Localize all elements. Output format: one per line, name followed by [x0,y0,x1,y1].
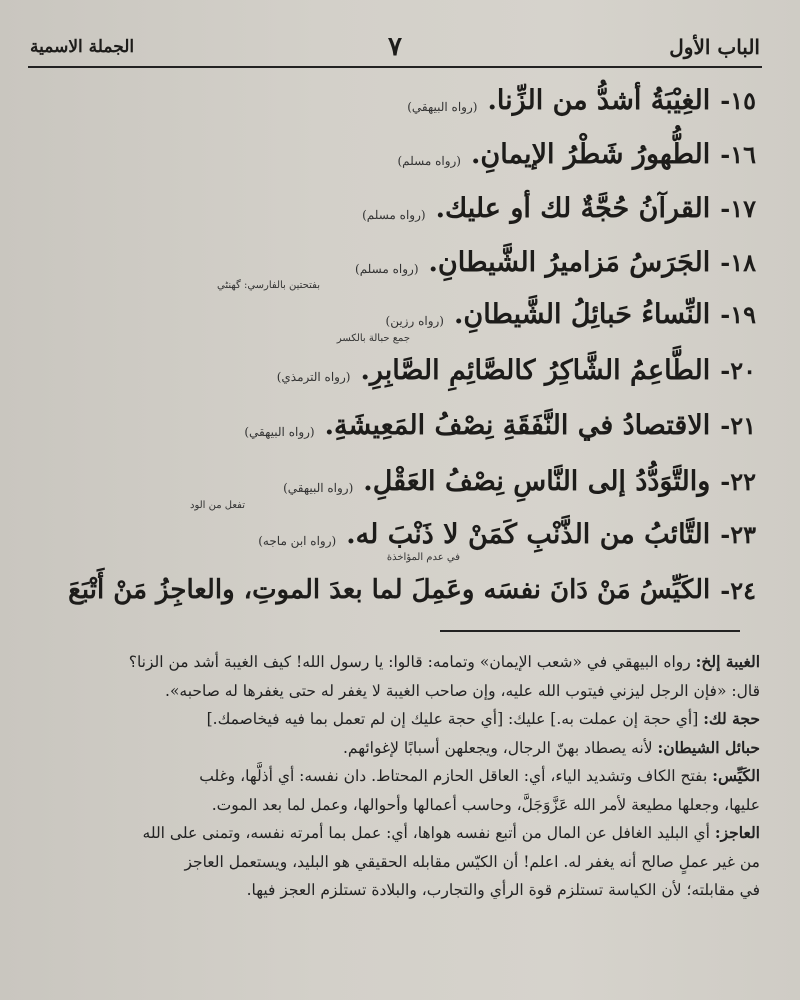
running-header [30,30,760,64]
hadith-number: ٢٠- [720,355,756,385]
footnote-term: حجة لك: [703,709,760,728]
footnote-rule [440,630,740,632]
hadith-line [30,459,756,503]
hadith-source: (رواه ابن ماجه) [258,534,337,548]
footnotes [28,648,760,905]
hadith-line [30,568,756,612]
hadith-text: النِّساءُ حَبائِلُ الشَّيطانِ. [453,298,711,330]
footnote-body: من غير عملٍ صالح أنه يغفر له. اعلم! أن الكيّس مقابله الحقيقي هو البليد، ويستعمل العاجز [184,852,760,871]
footnote-body: [أي حجة إن عملت به.] عليك: [أي حجة عليك إن لم تعمل بما فيه فيخاصمك.] [206,710,704,728]
hadith-text: القرآنُ حُجَّةٌ لك أو عليك. [435,192,711,224]
footnote-term: حبائل الشيطان: [657,737,760,757]
footnote-body: أي البليد الغافل عن المال من أتبع نفسه هواها، أي: عمل بما أمرته نفسه، وتمنى على الله [142,824,715,842]
footnote-body: رواه البيهقي في «شعب الإيمان» وتمامه: قالوا: يا رسول الله! كيف الغيبة أشد من الزنا؟ [128,653,696,671]
hadith-text: الطَّاعِمُ الشَّاكِرُ كالصَّائِمِ الصَّابِرِ. [360,354,711,386]
hadith-number: ١٩- [720,299,756,329]
gloss-note: تفعل من الود [189,500,245,511]
gloss-note: في عدم المؤاخذة [386,552,460,563]
footnote-term: العاجز: [714,823,760,842]
hadith-line [30,348,756,392]
footnote-line [28,876,760,905]
hadith-source: (رواه البيهقي) [283,481,354,495]
hadith-line [30,512,756,556]
footnote-body: لأنه يصطاد بهنّ الرجال، ويجعلهن أسبابًا لإغوائهم. [342,738,658,757]
footnote-body: بفتح الكاف وتشديد الياء، أي: العاقل الحازم المحتاط. دان نفسه: أي أذلَّها، وغلب [199,767,713,785]
hadith-source: (رواه مسلم) [362,208,426,222]
footnote-body: في مقابلته؛ لأن الكياسة تستلزم قوة الرأي والتجارب، والبلادة تستلزم العجز فيها. [246,881,760,899]
hadith-text: الجَرَسُ مَزاميرُ الشَّيطانِ. [428,246,711,278]
hadith-text: الغِيْبَةُ أشدُّ من الزِّنا. [487,84,711,116]
hadith-line [30,132,756,176]
hadith-text: الاقتصادُ في النَّفَقَةِ نِصْفُ المَعِيشَةِ. [324,409,711,441]
hadith-number: ١٧- [720,193,756,223]
footnote-line [28,848,760,877]
chapter-title: الباب الأول [669,35,760,59]
hadith-line [30,292,756,336]
hadith-source: (رواه رزين) [385,314,444,328]
hadith-text: والتَّوَدُّدُ إلى النَّاسِ نِصْفُ العَقْلِ. [363,465,711,497]
hadith-number: ١٥- [720,85,756,115]
gloss-note: جمع حبالة بالكسر [336,333,410,344]
hadith-line [30,403,756,447]
footnote-line [28,734,760,763]
hadith-text: التَّائبُ من الذَّنْبِ كَمَنْ لا ذَنْبَ له. [346,518,711,550]
footnote-body: عليها، وجعلها مطيعة لأمر الله عَزَّوَجَلَّ، وحاسب أعمالها وأحوالها، وعمل لما بعد الموت. [211,795,760,814]
section-title: الجملة الاسمية [30,37,135,57]
page-number: ٧ [388,32,402,62]
header-rule [28,66,762,68]
hadith-source: (رواه البيهقي) [407,100,478,114]
footnote-line [28,677,760,706]
footnote-term: الغيبة إلخ: [695,652,760,671]
hadith-source: (رواه مسلم) [397,154,461,168]
footnote-line [28,648,760,677]
hadith-source: (رواه مسلم) [355,262,419,276]
hadith-number: ٢٢- [720,466,756,496]
gloss-note: بفتحتين بالفارسي: گهنٹي [217,280,320,291]
hadith-number: ٢٤- [720,575,756,605]
hadith-line [30,240,756,284]
hadith-text: الكَيِّسُ مَنْ دَانَ نفسَه وعَمِلَ لما بعدَ الموتِ، والعاجِزُ مَنْ أَتْبَعَ [68,575,711,605]
hadith-number: ١٨- [720,247,756,277]
footnote-line [28,819,760,848]
footnote-line [28,705,760,734]
hadith-text: الطُّهورُ شَطْرُ الإيمانِ. [470,138,711,170]
hadith-number: ٢٣- [720,519,756,549]
hadith-number: ٢١- [720,410,756,440]
hadith-source: (رواه الترمذي) [276,370,351,384]
footnote-line [28,762,760,791]
footnote-term: الكَيِّس: [712,766,760,785]
footnote-body: قال: «فإن الرجل ليزني فيتوب الله عليه، وإن صاحب الغيبة لا يغفر له حتى يغفرها له صاحبه». [165,681,760,700]
hadith-source: (رواه البيهقي) [244,425,315,439]
hadith-line [30,78,756,122]
footnote-line [28,791,760,820]
hadith-line [30,186,756,230]
hadith-number: ١٦- [720,139,756,169]
